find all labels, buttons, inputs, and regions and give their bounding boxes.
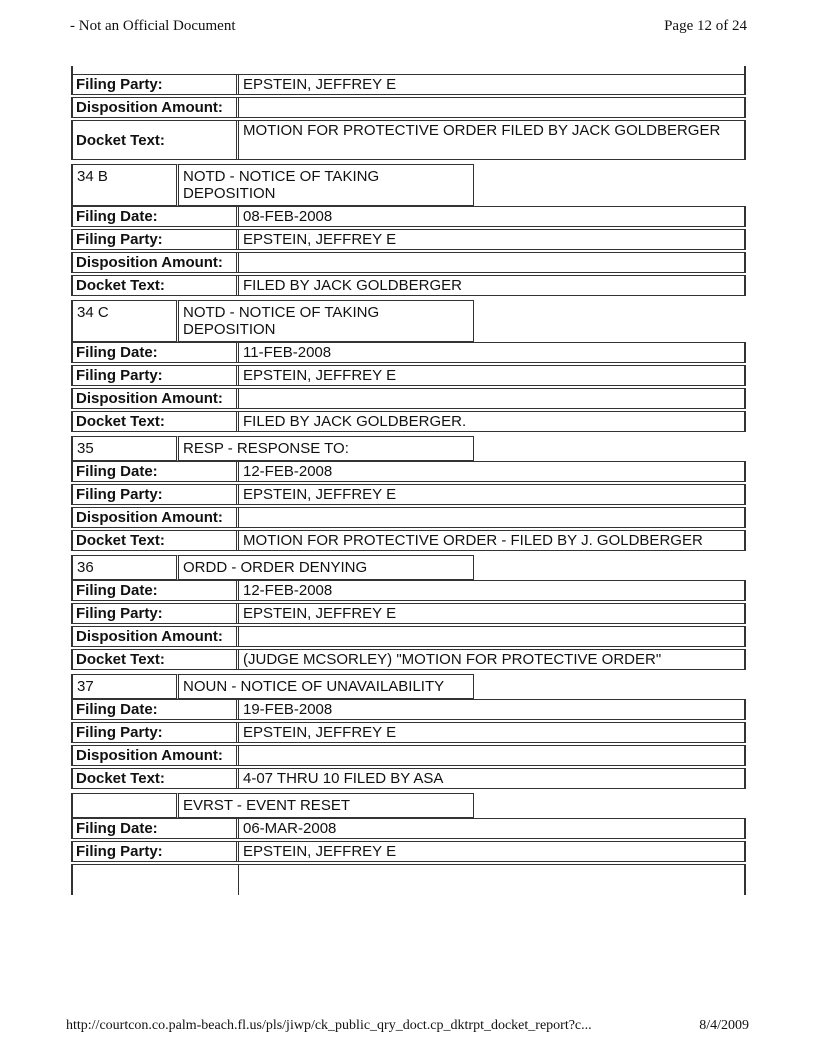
disposition-row bbox=[71, 252, 746, 273]
entry-number: 34 B bbox=[71, 164, 176, 206]
filing-party-label: Filing Party: bbox=[73, 604, 239, 623]
filing-party-row bbox=[71, 722, 746, 743]
entry-header bbox=[71, 793, 746, 818]
disposition-label: Disposition Amount: bbox=[73, 746, 239, 765]
docket-entry bbox=[71, 300, 746, 432]
filing-date-row bbox=[71, 699, 746, 720]
entry-header bbox=[71, 164, 746, 206]
filing-date-label: Filing Date: bbox=[73, 581, 239, 600]
disposition-value bbox=[239, 627, 744, 646]
filing-party-row bbox=[71, 229, 746, 250]
footer-url: http://courtcon.co.palm-beach.fl.us/pls/jiwp/ck_public_qry_doct.cp_dktrpt_docket_report?c... bbox=[66, 1018, 592, 1033]
docket-text-row bbox=[71, 411, 746, 432]
docket-entry bbox=[71, 555, 746, 670]
entry-number: 35 bbox=[71, 436, 176, 461]
disposition-label: Disposition Amount: bbox=[73, 389, 239, 408]
filing-party-label: Filing Party: bbox=[73, 723, 239, 742]
docket-text-label: Docket Text: bbox=[73, 769, 239, 788]
docket-text-row bbox=[71, 649, 746, 670]
filing-date-label: Filing Date: bbox=[73, 343, 239, 362]
filing-date-row bbox=[71, 342, 746, 363]
disposition-label: Disposition Amount: bbox=[73, 627, 239, 646]
filing-date-label: Filing Date: bbox=[73, 462, 239, 481]
docket-text-label: Docket Text: bbox=[73, 121, 239, 159]
filing-party-label: Filing Party: bbox=[73, 230, 239, 249]
filing-party-value: EPSTEIN, JEFFREY E bbox=[243, 367, 397, 384]
disposition-value bbox=[239, 746, 744, 765]
print-date: 8/4/2009 bbox=[699, 1018, 749, 1033]
docket-text-label: Docket Text: bbox=[73, 276, 239, 295]
filing-party-label: Filing Party: bbox=[73, 485, 239, 504]
disposition-row bbox=[71, 507, 746, 528]
filing-date-label: Filing Date: bbox=[73, 819, 239, 838]
entry-event: NOUN - NOTICE OF UNAVAILABILITY bbox=[176, 674, 474, 699]
entry-header bbox=[71, 555, 746, 580]
entry-event: ORDD - ORDER DENYING bbox=[176, 555, 474, 580]
filing-date-row bbox=[71, 580, 746, 601]
filing-date-value: 08-FEB-2008 bbox=[243, 208, 333, 225]
docket-entry bbox=[71, 164, 746, 296]
disposition-label: Disposition Amount: bbox=[73, 253, 239, 272]
filing-date-value: 11-FEB-2008 bbox=[243, 344, 332, 361]
filing-party-row bbox=[71, 841, 746, 862]
docket-entry bbox=[71, 436, 746, 551]
docket-text-row bbox=[71, 768, 746, 789]
entry-number: 37 bbox=[71, 674, 176, 699]
filing-date-row bbox=[71, 818, 746, 839]
disposition-value bbox=[239, 253, 744, 272]
filing-party-value: EPSTEIN, JEFFREY E bbox=[243, 724, 397, 741]
filing-party-row bbox=[71, 74, 746, 95]
filing-date-value: 19-FEB-2008 bbox=[243, 701, 333, 718]
empty-cell bbox=[73, 865, 239, 895]
docket-text-value: 4-07 THRU 10 FILED BY ASA bbox=[243, 770, 444, 787]
entry-header bbox=[71, 674, 746, 699]
filing-party-value: EPSTEIN, JEFFREY E bbox=[243, 76, 397, 93]
entry-number: 34 C bbox=[71, 300, 176, 342]
entry-event: EVRST - EVENT RESET bbox=[176, 793, 474, 818]
docket-text-value: MOTION FOR PROTECTIVE ORDER - FILED BY J. GOLDBERGER bbox=[243, 532, 703, 549]
filing-date-label: Filing Date: bbox=[73, 700, 239, 719]
entry-header bbox=[71, 436, 746, 461]
entry-header bbox=[71, 300, 746, 342]
disposition-row bbox=[71, 745, 746, 766]
docket-entry bbox=[71, 793, 746, 895]
disposition-row bbox=[71, 388, 746, 409]
entry-event: NOTD - NOTICE OF TAKING DEPOSITION bbox=[176, 164, 474, 206]
watermark-note: - Not an Official Document bbox=[70, 18, 236, 34]
filing-party-label: Filing Party: bbox=[73, 75, 239, 94]
filing-party-row bbox=[71, 484, 746, 505]
entry-event: RESP - RESPONSE TO: bbox=[176, 436, 474, 461]
filing-party-row bbox=[71, 365, 746, 386]
filing-party-value: EPSTEIN, JEFFREY E bbox=[243, 231, 397, 248]
disposition-label: Disposition Amount: bbox=[73, 508, 239, 527]
docket-text-value: FILED BY JACK GOLDBERGER. bbox=[243, 413, 467, 430]
filing-date-row bbox=[71, 206, 746, 227]
filing-date-row bbox=[71, 461, 746, 482]
page-number: Page 12 of 24 bbox=[664, 18, 747, 34]
disposition-row bbox=[71, 626, 746, 647]
docket-text-value: (JUDGE MCSORLEY) "MOTION FOR PROTECTIVE ORDER" bbox=[243, 651, 662, 668]
docket-text-value: MOTION FOR PROTECTIVE ORDER FILED BY JACK GOLDBERGER bbox=[243, 122, 721, 139]
docket-text-label: Docket Text: bbox=[73, 650, 239, 669]
disposition-value bbox=[239, 98, 744, 117]
filing-party-label: Filing Party: bbox=[73, 366, 239, 385]
docket-text-row bbox=[71, 120, 746, 160]
docket-text-label: Docket Text: bbox=[73, 531, 239, 550]
disposition-value bbox=[239, 508, 744, 527]
docket-text-row bbox=[71, 530, 746, 551]
filing-party-value: EPSTEIN, JEFFREY E bbox=[243, 843, 397, 860]
filing-date-value: 12-FEB-2008 bbox=[243, 582, 333, 599]
docket-entry bbox=[71, 674, 746, 789]
filing-party-value: EPSTEIN, JEFFREY E bbox=[243, 605, 397, 622]
filing-date-value: 06-MAR-2008 bbox=[243, 820, 337, 837]
entry-number: 36 bbox=[71, 555, 176, 580]
filing-date-label: Filing Date: bbox=[73, 207, 239, 226]
docket-text-label: Docket Text: bbox=[73, 412, 239, 431]
docket-text-value: FILED BY JACK GOLDBERGER bbox=[243, 277, 462, 294]
docket-text-row bbox=[71, 275, 746, 296]
disposition-row bbox=[71, 97, 746, 118]
docket-entry-continued bbox=[71, 74, 746, 160]
entry-event: NOTD - NOTICE OF TAKING DEPOSITION bbox=[176, 300, 474, 342]
entry-number bbox=[71, 793, 176, 818]
filing-party-row bbox=[71, 603, 746, 624]
docket-table bbox=[71, 74, 746, 899]
filing-party-value: EPSTEIN, JEFFREY E bbox=[243, 486, 397, 503]
empty-cell bbox=[239, 865, 744, 895]
filing-party-label: Filing Party: bbox=[73, 842, 239, 861]
disposition-value bbox=[239, 389, 744, 408]
filing-date-value: 12-FEB-2008 bbox=[243, 463, 333, 480]
disposition-label: Disposition Amount: bbox=[73, 98, 239, 117]
empty-row bbox=[71, 864, 746, 895]
